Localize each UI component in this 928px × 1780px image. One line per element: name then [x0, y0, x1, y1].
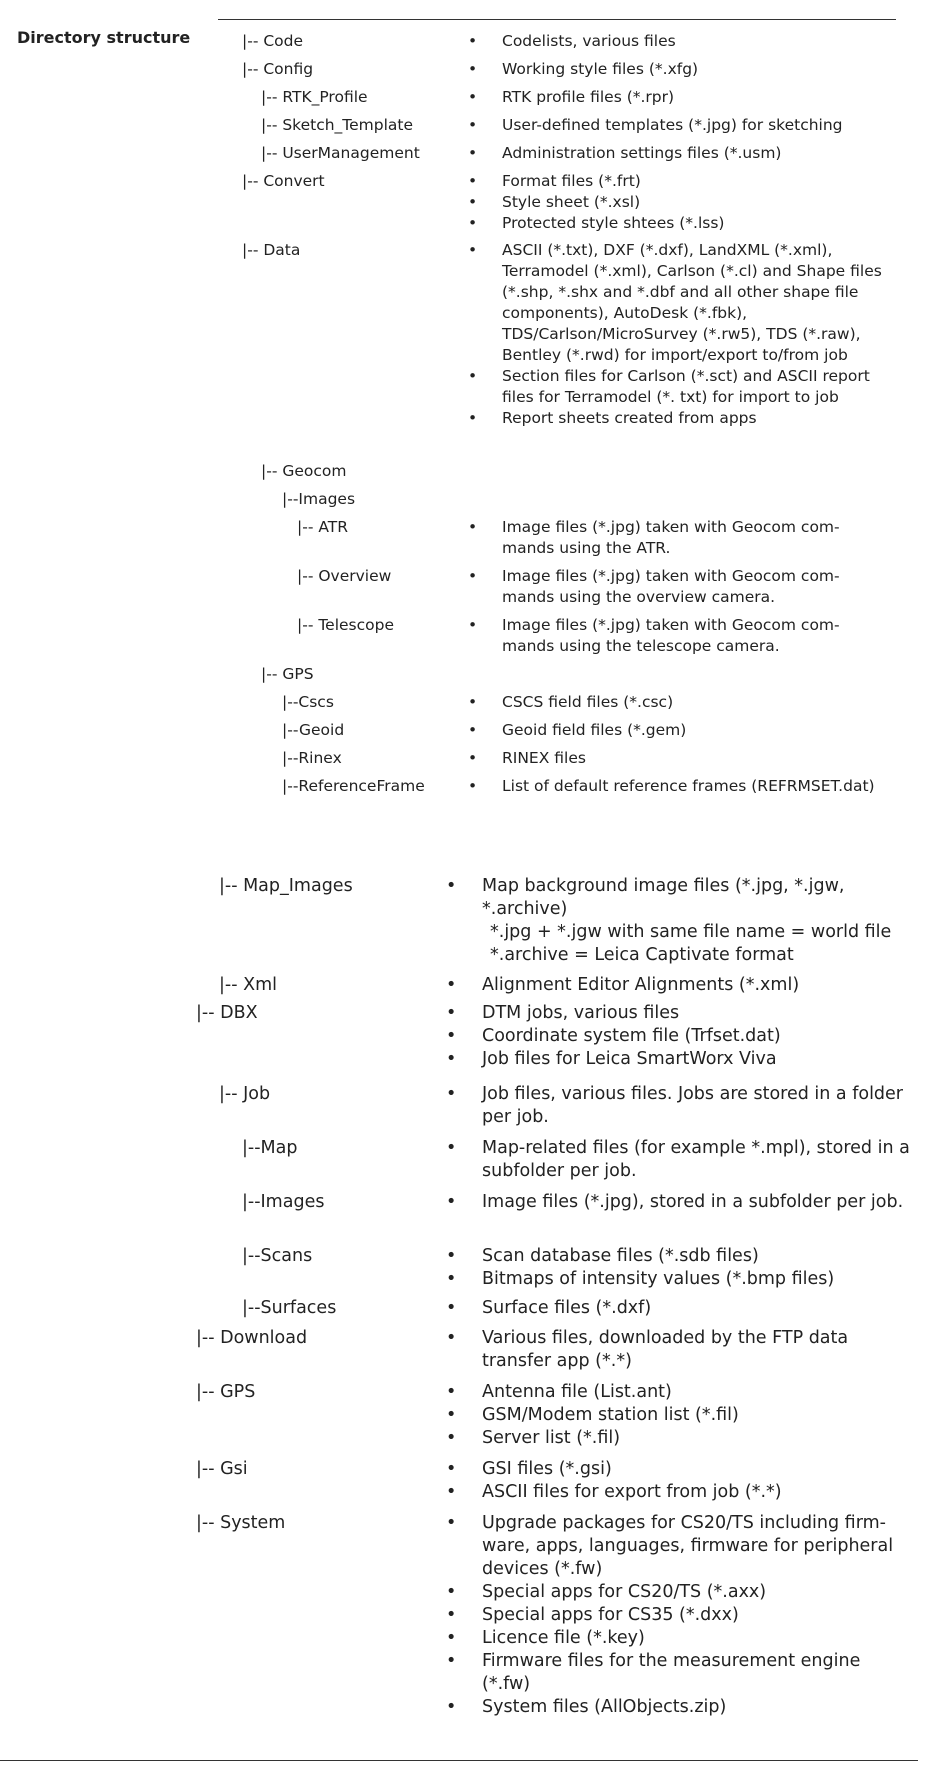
bullet: • — [468, 367, 478, 385]
bullet: • — [468, 60, 478, 78]
description-text: Coordinate system file (Trfset.dat) — [482, 1026, 781, 1046]
description-item — [446, 1327, 912, 1373]
description-list — [468, 692, 882, 713]
bottom-rule — [0, 1760, 918, 1761]
directory-path: |-- Map_Images — [219, 876, 353, 896]
description-note-text: *.jpg + *.jgw with same file name = world file — [490, 922, 892, 942]
description-item — [446, 1696, 912, 1719]
description-list — [468, 115, 882, 136]
bullet: • — [468, 616, 478, 634]
directory-path: |-- Gsi — [196, 1459, 248, 1479]
description-text: ASCII (*.txt), DXF (*.dxf), LandXML (*.xml), Terramodel (*.xml), Carlson (*.cl) and Shape files (*.shp, *.shx and *.dbf and all other shape file components), AutoDesk (*.fbk), TDS/Carlson/MicroSurvey (*.rw5), TDS (*.raw), Bentley (*.rwd) for import/export to/from job — [502, 241, 882, 364]
description-list — [446, 974, 912, 997]
bullet: • — [446, 975, 457, 995]
bullet: • — [468, 518, 478, 536]
description-text: Job files for Leica SmartWorx Viva — [482, 1049, 777, 1069]
description-text: Alignment Editor Alignments (*.xml) — [482, 975, 800, 995]
description-text: Upgrade packages for CS20/TS including firm-ware, apps, languages, firmware for peripheral devices (*.fw) — [482, 1513, 894, 1579]
bullet: • — [468, 567, 478, 585]
description-item — [446, 1025, 912, 1048]
directory-path: |-- Sketch_Template — [261, 116, 414, 134]
directory-path: |--Map — [242, 1138, 298, 1158]
directory-path: |-- Config — [242, 60, 314, 78]
description-item — [468, 59, 882, 80]
description-item — [446, 1297, 912, 1320]
bullet: • — [468, 409, 478, 427]
description-item — [446, 1512, 912, 1581]
bullet: • — [446, 1605, 457, 1625]
description-text: Image files (*.jpg) taken with Geocom com-mands using the ATR. — [502, 518, 840, 557]
description-text: User-defined templates (*.jpg) for sketching — [502, 116, 843, 134]
bullet: • — [446, 1084, 457, 1104]
description-text: Bitmaps of intensity values (*.bmp files) — [482, 1269, 835, 1289]
description-text: Server list (*.fil) — [482, 1428, 621, 1448]
directory-path: |-- Data — [242, 241, 301, 259]
bullet: • — [446, 1003, 457, 1023]
description-item — [468, 720, 882, 741]
bullet: • — [468, 172, 478, 190]
directory-path: |--Surfaces — [242, 1298, 337, 1318]
description-text: Image files (*.jpg) taken with Geocom com-mands using the overview camera. — [502, 567, 840, 606]
description-item — [446, 1650, 912, 1696]
directory-path: |-- Code — [242, 32, 304, 50]
description-item — [446, 1268, 912, 1291]
description-text: Surface files (*.dxf) — [482, 1298, 652, 1318]
description-text: Map background image files (*.jpg, *.jgw, *.archive) — [482, 876, 845, 919]
bullet: • — [446, 1298, 457, 1318]
description-list — [446, 1137, 912, 1183]
description-note-text: *.archive = Leica Captivate format — [490, 945, 794, 965]
description-item — [468, 615, 882, 657]
description-list — [468, 720, 882, 741]
directory-path: |-- System — [196, 1513, 286, 1533]
description-text: CSCS field files (*.csc) — [502, 693, 674, 711]
description-list — [468, 776, 882, 797]
bullet: • — [446, 1459, 457, 1479]
description-item — [468, 366, 882, 408]
description-item — [468, 748, 882, 769]
directory-path: |--Scans — [242, 1246, 313, 1266]
description-item — [468, 566, 882, 608]
bullet: • — [468, 88, 478, 106]
bullet: • — [468, 749, 478, 767]
directory-path: |-- ATR — [297, 518, 348, 536]
directory-path: |-- UserManagement — [261, 144, 420, 162]
bullet: • — [446, 1246, 457, 1266]
description-item — [446, 1604, 912, 1627]
description-text: Geoid field files (*.gem) — [502, 721, 687, 739]
description-item — [446, 1458, 912, 1481]
directory-path: |-- Geocom — [261, 462, 347, 480]
bullet: • — [446, 1049, 457, 1069]
directory-path: |-- GPS — [196, 1382, 256, 1402]
directory-path: |--Cscs — [282, 693, 334, 711]
bullet: • — [468, 32, 478, 50]
description-item — [468, 517, 882, 559]
directory-path: |-- Download — [196, 1328, 308, 1348]
description-note — [482, 921, 912, 944]
description-list — [468, 615, 882, 657]
bullet: • — [468, 777, 478, 795]
section-label: Directory structure — [17, 28, 191, 47]
bullet: • — [446, 1651, 457, 1671]
description-text: Various files, downloaded by the FTP data transfer app (*.*) — [482, 1328, 849, 1371]
bullet: • — [446, 1382, 457, 1402]
bullet: • — [468, 116, 478, 134]
top-rule — [218, 19, 896, 20]
bullet: • — [468, 693, 478, 711]
description-text: Administration settings files (*.usm) — [502, 144, 782, 162]
directory-path: |-- Telescope — [297, 616, 395, 634]
bullet: • — [446, 1697, 457, 1717]
description-item — [446, 974, 912, 997]
description-text: Section files for Carlson (*.sct) and ASCII report files for Terramodel (*. txt) for import to job — [502, 367, 870, 406]
description-text: Protected style shtees (*.lss) — [502, 214, 725, 232]
bullet: • — [468, 144, 478, 162]
description-item — [446, 1627, 912, 1650]
description-text: System files (AllObjects.zip) — [482, 1697, 727, 1717]
description-item — [446, 1581, 912, 1604]
description-list — [468, 748, 882, 769]
description-text: Working style files (*.xfg) — [502, 60, 699, 78]
bullet: • — [446, 1269, 457, 1289]
bullet: • — [468, 241, 478, 259]
description-item — [468, 143, 882, 164]
description-list — [446, 1245, 912, 1291]
description-item — [446, 1381, 912, 1404]
description-list — [446, 1191, 912, 1214]
directory-path: |-- Xml — [219, 975, 277, 995]
description-list — [468, 59, 882, 80]
bullet: • — [446, 1513, 457, 1533]
bullet: • — [468, 214, 478, 232]
description-text: Special apps for CS35 (*.dxx) — [482, 1605, 739, 1625]
description-text: Job files, various files. Jobs are stored in a folder per job. — [482, 1084, 903, 1127]
directory-path: |--Rinex — [282, 749, 342, 767]
description-text: Codelists, various files — [502, 32, 676, 50]
description-text: GSM/Modem station list (*.fil) — [482, 1405, 739, 1425]
directory-path: |-- Job — [219, 1084, 271, 1104]
bullet: • — [446, 1428, 457, 1448]
description-item — [468, 171, 882, 192]
description-text: DTM jobs, various files — [482, 1003, 680, 1023]
description-item — [446, 1083, 912, 1129]
description-text: Firmware files for the measurement engine (*.fw) — [482, 1651, 861, 1694]
description-text: ASCII files for export from job (*.*) — [482, 1482, 782, 1502]
bullet: • — [446, 1192, 457, 1212]
bullet: • — [468, 721, 478, 739]
description-list — [468, 240, 882, 429]
description-item — [468, 31, 882, 52]
directory-path: |--ReferenceFrame — [282, 777, 425, 795]
bullet: • — [446, 1138, 457, 1158]
description-item — [446, 1191, 912, 1214]
description-text: Image files (*.jpg) taken with Geocom com-mands using the telescope camera. — [502, 616, 840, 655]
description-list — [468, 31, 882, 52]
bullet: • — [446, 1482, 457, 1502]
description-list — [468, 87, 882, 108]
directory-path: |--Images — [242, 1192, 325, 1212]
description-text: Antenna file (List.ant) — [482, 1382, 672, 1402]
description-text: RTK profile files (*.rpr) — [502, 88, 675, 106]
bullet: • — [446, 876, 457, 896]
directory-path: |--Images — [282, 490, 356, 508]
description-item — [446, 1048, 912, 1071]
bullet: • — [446, 1628, 457, 1648]
directory-path: |-- GPS — [261, 665, 314, 683]
description-list — [446, 1297, 912, 1320]
description-text: Report sheets created from apps — [502, 409, 757, 427]
directory-path: |-- Convert — [242, 172, 325, 190]
description-list — [468, 566, 882, 608]
description-item — [446, 1427, 912, 1450]
description-text: Format files (*.frt) — [502, 172, 641, 190]
directory-path: |-- RTK_Profile — [261, 88, 368, 106]
description-item — [446, 1404, 912, 1427]
description-item — [446, 875, 912, 921]
directory-path: |-- DBX — [196, 1003, 258, 1023]
description-text: Licence file (*.key) — [482, 1628, 645, 1648]
directory-path: |-- Overview — [297, 567, 392, 585]
description-item — [468, 213, 882, 234]
description-item — [468, 692, 882, 713]
bullet: • — [446, 1582, 457, 1602]
description-item — [446, 1245, 912, 1268]
description-text: RINEX files — [502, 749, 586, 767]
description-text: Style sheet (*.xsl) — [502, 193, 641, 211]
bullet: • — [446, 1405, 457, 1425]
description-item — [468, 776, 882, 797]
description-text: Image files (*.jpg), stored in a subfolder per job. — [482, 1192, 904, 1212]
bullet: • — [446, 1328, 457, 1348]
description-item — [446, 1137, 912, 1183]
description-list — [446, 1512, 912, 1719]
description-text: GSI files (*.gsi) — [482, 1459, 612, 1479]
description-list — [468, 171, 882, 234]
bullet: • — [468, 193, 478, 211]
bullet: • — [446, 1026, 457, 1046]
description-list — [446, 1002, 912, 1071]
description-item — [468, 87, 882, 108]
description-item — [468, 240, 882, 366]
description-list — [468, 143, 882, 164]
description-item — [446, 1002, 912, 1025]
description-list — [446, 1083, 912, 1129]
description-item — [468, 115, 882, 136]
description-list — [446, 1381, 912, 1450]
description-note — [482, 944, 912, 967]
directory-path: |--Geoid — [282, 721, 345, 739]
description-text: Scan database files (*.sdb files) — [482, 1246, 759, 1266]
description-list — [446, 1327, 912, 1373]
description-list — [446, 875, 912, 967]
description-item — [468, 408, 882, 429]
description-text: List of default reference frames (REFRMSET.dat) — [502, 777, 875, 795]
description-text: Map-related files (for example *.mpl), stored in a subfolder per job. — [482, 1138, 910, 1181]
description-list — [468, 517, 882, 559]
description-item — [446, 1481, 912, 1504]
description-list — [446, 1458, 912, 1504]
description-item — [468, 192, 882, 213]
description-text: Special apps for CS20/TS (*.axx) — [482, 1582, 767, 1602]
